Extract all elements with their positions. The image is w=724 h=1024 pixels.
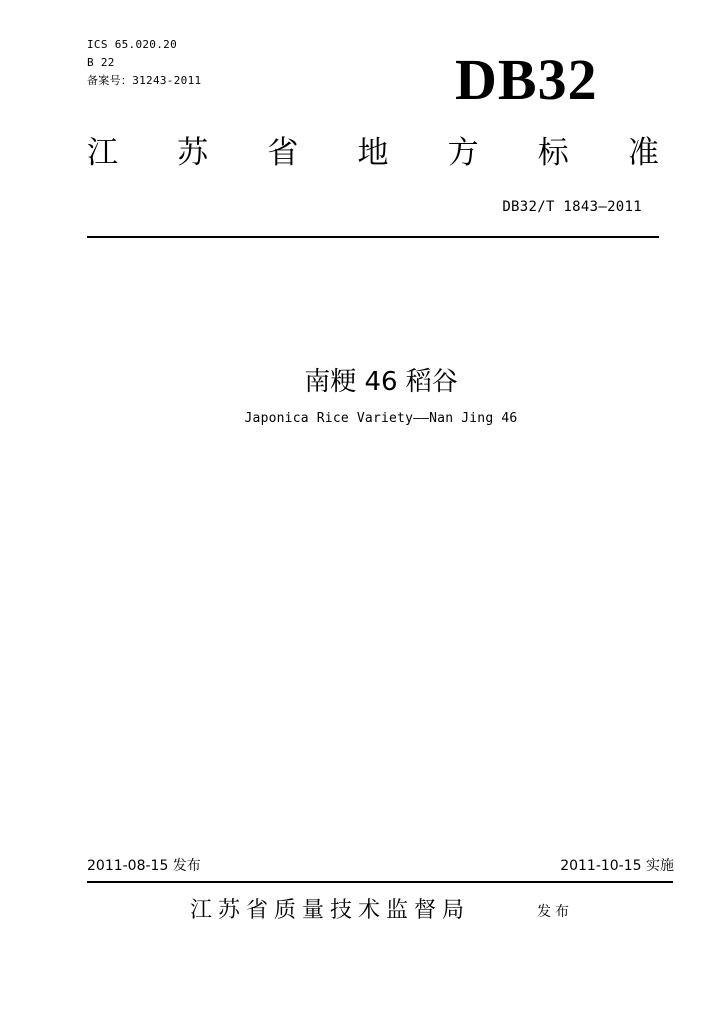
footer-divider (87, 881, 673, 883)
db-code-logo: DB32 (455, 47, 598, 112)
publish-date: 2011-08-15 发布 (87, 858, 201, 874)
issuing-authority: 江苏省质量技术监督局 (190, 898, 471, 923)
standard-category (87, 133, 659, 173)
category-char: 省 (267, 135, 299, 171)
implement-date: 2011-10-15 实施 (560, 858, 674, 874)
document-title: 南粳 46 稻谷 (304, 367, 458, 397)
category-char: 江 (87, 135, 118, 171)
standard-number: DB32/T 1843—2011 (502, 199, 642, 215)
category-char: 苏 (177, 135, 209, 171)
issued-label: 发布 (537, 904, 573, 920)
document-subtitle-english: Japonica Rice Variety——Nan Jing 46 (244, 411, 518, 426)
category-char: 标 (537, 135, 569, 171)
ics-code: ICS 65.020.20 (87, 38, 177, 51)
classification-code: B 22 (87, 56, 115, 69)
category-char: 地 (357, 135, 389, 171)
record-number: 备案号：31243-2011 (87, 74, 202, 87)
category-char: 方 (447, 135, 479, 171)
header-divider (87, 236, 659, 238)
category-char: 准 (627, 135, 659, 171)
